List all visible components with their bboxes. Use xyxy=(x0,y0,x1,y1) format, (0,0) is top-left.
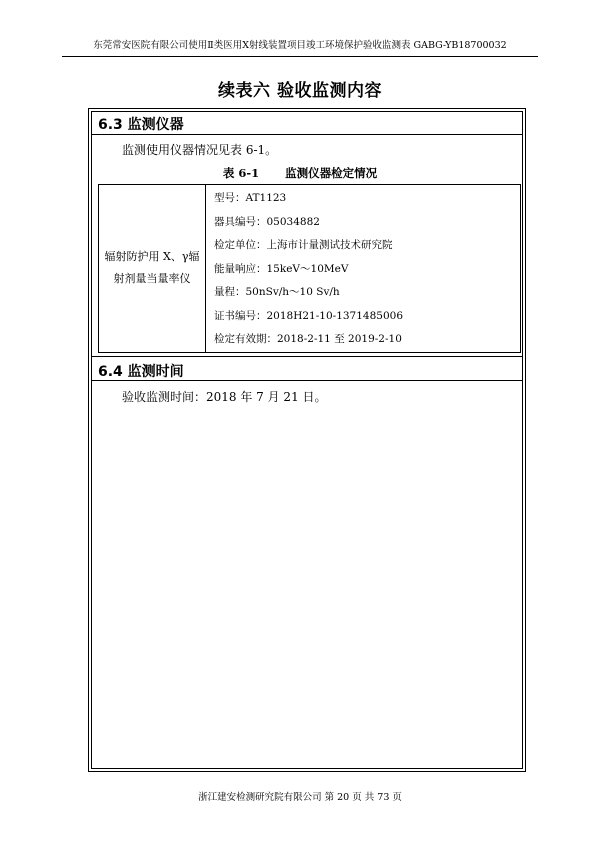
table-caption-number: 表 6-1 xyxy=(222,166,260,180)
spec-range: 量程：50nSv/h～10 Sv/h xyxy=(214,286,340,298)
section-6-4-top-divider xyxy=(91,356,523,357)
section-6-4-divider xyxy=(91,380,523,381)
page-title: 续表六 验收监测内容 xyxy=(218,81,382,101)
document-footer: 浙江建安检测研究院有限公司 第 20 页 共 73 页 xyxy=(198,792,402,803)
section-6-4-text: 验收监测时间：2018 年 7 月 21 日。 xyxy=(122,390,327,404)
spec-energy-response: 能量响应：15keV～10MeV xyxy=(214,262,349,275)
instrument-name-line1: 辐射防护用 X、γ辐 xyxy=(104,250,200,264)
spec-model: 型号：AT1123 xyxy=(214,192,287,204)
table-caption-text: 监测仪器检定情况 xyxy=(285,166,378,180)
table-caption xyxy=(0,165,600,181)
instrument-name-cell xyxy=(99,185,206,353)
section-6-3-divider xyxy=(91,134,523,135)
spec-validity-period: 检定有效期：2018-2-11 至 2019-2-10 xyxy=(214,333,402,345)
instrument-table-row xyxy=(99,185,521,353)
instrument-name-line2: 射剂量当量率仪 xyxy=(113,272,191,286)
spec-serial-number: 器具编号：05034882 xyxy=(214,215,320,228)
section-6-4-heading: 6.4 监测时间 xyxy=(98,364,184,380)
header-text: 东莞常安医院有限公司使用Ⅱ类医用X射线装置项目竣工环境保护验收监测表 GABG-YB18700032 xyxy=(93,40,507,51)
document-header xyxy=(62,38,538,57)
instrument-table xyxy=(98,184,521,353)
section-6-3-heading: 6.3 监测仪器 xyxy=(98,117,184,133)
section-6-3-intro: 监测使用仪器情况见表 6-1。 xyxy=(122,143,278,157)
instrument-specs-cell xyxy=(206,185,521,353)
spec-certificate-number: 证书编号：2018H21-10-1371485006 xyxy=(214,309,403,322)
spec-calibration-unit: 检定单位：上海市计量测试技术研究院 xyxy=(214,239,393,251)
